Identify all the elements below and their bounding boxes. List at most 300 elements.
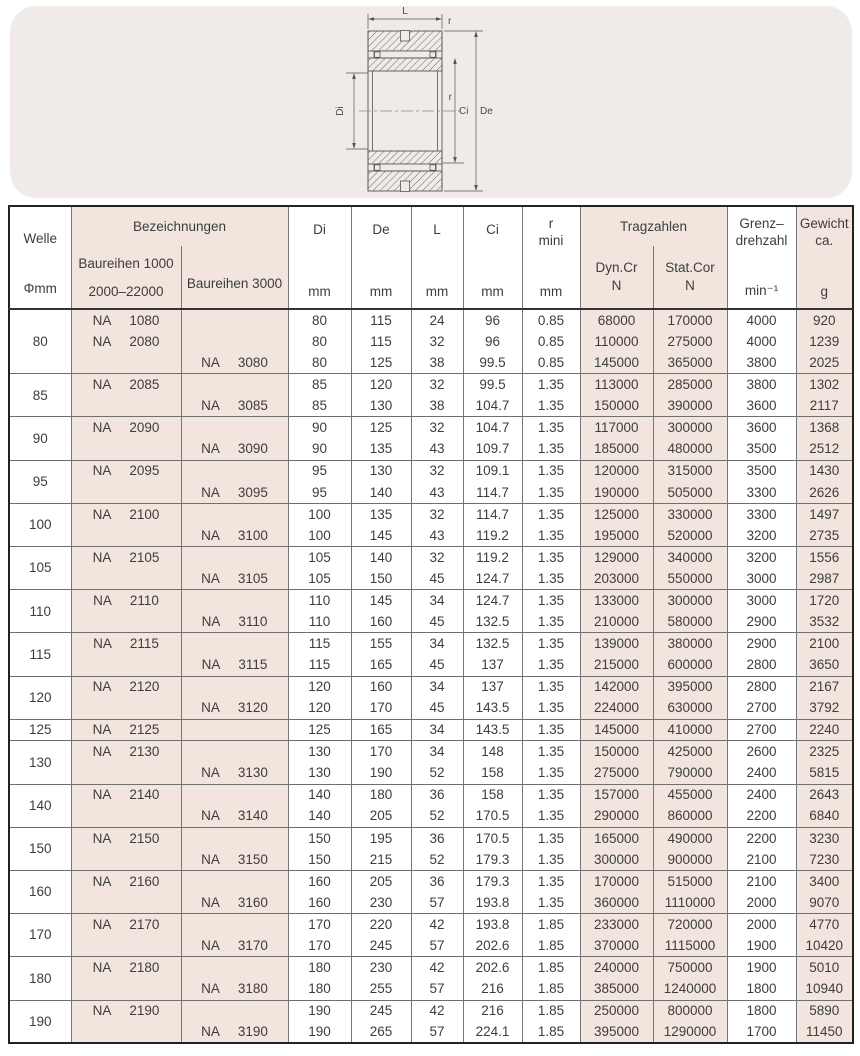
cell-dyn: 360000 — [580, 892, 653, 914]
cell-di: 150 — [288, 849, 351, 871]
cell-designation-3000 — [181, 827, 288, 849]
cell-weight: 1302 — [796, 374, 853, 396]
cell-dyn: 145000 — [580, 719, 653, 741]
cell-designation-3000 — [181, 309, 288, 331]
cell-designation-3000 — [181, 914, 288, 936]
cell-welle: 90 — [9, 417, 71, 460]
cell-de: 205 — [351, 870, 411, 892]
header-baureihen1000-line1: Baureihen 1000 — [78, 255, 174, 271]
cell-r: 1.85 — [522, 914, 580, 936]
table-row — [9, 525, 853, 547]
cell-weight: 4770 — [796, 914, 853, 936]
cell-speed: 3500 — [727, 439, 796, 461]
designation-number: 2190 — [129, 1003, 160, 1019]
cell-designation-3000 — [181, 1022, 288, 1044]
cell-r: 1.85 — [522, 957, 580, 979]
cell-speed: 4000 — [727, 331, 796, 353]
cell-designation-1000 — [71, 417, 181, 439]
cell-de: 160 — [351, 676, 411, 698]
cell-l: 34 — [411, 719, 463, 741]
cell-r: 1.35 — [522, 439, 580, 461]
cell-weight: 5010 — [796, 957, 853, 979]
cell-weight: 3792 — [796, 698, 853, 720]
cell-stat: 395000 — [653, 676, 727, 698]
cell-l: 38 — [411, 395, 463, 417]
cell-de: 135 — [351, 503, 411, 525]
header-welle-label: Welle — [23, 231, 57, 246]
cell-di: 105 — [288, 568, 351, 590]
table-row — [9, 698, 853, 720]
cell-ci: 114.7 — [463, 503, 522, 525]
cell-dyn: 224000 — [580, 698, 653, 720]
cell-designation-1000 — [71, 547, 181, 569]
cell-di: 95 — [288, 482, 351, 504]
cell-stat: 790000 — [653, 762, 727, 784]
designation-prefix: NA — [92, 312, 112, 328]
cell-designation-1000 — [71, 352, 181, 374]
table-row — [9, 957, 853, 979]
cell-stat: 900000 — [653, 849, 727, 871]
cell-designation-3000 — [181, 1000, 288, 1022]
cell-l: 32 — [411, 331, 463, 353]
cell-designation-1000 — [71, 870, 181, 892]
cell-designation-3000 — [181, 374, 288, 396]
designation-number: 2120 — [129, 679, 160, 695]
cell-speed: 2100 — [727, 870, 796, 892]
designation-prefix: NA — [92, 333, 112, 349]
designation-number: 3085 — [237, 398, 268, 414]
cell-ci: 179.3 — [463, 849, 522, 871]
cell-di: 150 — [288, 827, 351, 849]
cell-r: 1.35 — [522, 568, 580, 590]
drawing-panel — [10, 6, 852, 198]
header-r-label2: mini — [538, 232, 564, 248]
cell-welle: 120 — [9, 676, 71, 719]
table-row — [9, 827, 853, 849]
cell-l: 57 — [411, 978, 463, 1000]
cell-designation-3000 — [181, 611, 288, 633]
designation-number: 3180 — [237, 981, 268, 997]
designation-number: 2100 — [129, 506, 160, 522]
cell-welle: 180 — [9, 957, 71, 1000]
cell-designation-3000 — [181, 676, 288, 698]
header-dyn-unit: N — [611, 278, 622, 293]
cell-designation-3000 — [181, 784, 288, 806]
table-row — [9, 719, 853, 741]
cell-di: 140 — [288, 806, 351, 828]
cell-stat: 285000 — [653, 374, 727, 396]
designation-prefix: NA — [92, 787, 112, 803]
cell-r: 1.35 — [522, 762, 580, 784]
cell-de: 115 — [351, 309, 411, 331]
cell-speed: 1900 — [727, 935, 796, 957]
cell-l: 42 — [411, 914, 463, 936]
cell-ci: 109.1 — [463, 460, 522, 482]
cell-stat: 425000 — [653, 741, 727, 763]
table-row — [9, 892, 853, 914]
table-row — [9, 762, 853, 784]
cell-de: 130 — [351, 395, 411, 417]
cell-speed: 3500 — [727, 460, 796, 482]
cell-designation-1000 — [71, 719, 181, 741]
cell-weight: 920 — [796, 309, 853, 331]
cell-weight: 10940 — [796, 978, 853, 1000]
cell-ci: 132.5 — [463, 633, 522, 655]
header-stat-cor — [653, 246, 727, 309]
table-row — [9, 331, 853, 353]
dim-label-di: Di — [335, 106, 346, 116]
header-di — [288, 206, 351, 309]
cell-ci: 119.2 — [463, 547, 522, 569]
cell-ci: 137 — [463, 655, 522, 677]
table-row — [9, 1000, 853, 1022]
cell-ci: 99.5 — [463, 374, 522, 396]
designation-number: 2090 — [129, 420, 160, 436]
designation-prefix: NA — [93, 636, 112, 652]
designation-prefix: NA — [92, 506, 112, 522]
cell-de: 230 — [351, 892, 411, 914]
cell-designation-1000 — [71, 633, 181, 655]
table-row — [9, 503, 853, 525]
cell-de: 255 — [351, 978, 411, 1000]
cell-l: 45 — [411, 568, 463, 590]
cell-di: 90 — [288, 439, 351, 461]
cell-speed: 3300 — [727, 482, 796, 504]
cell-r: 1.35 — [522, 784, 580, 806]
designation-prefix: NA — [92, 549, 112, 565]
cell-dyn: 113000 — [580, 374, 653, 396]
arrowhead — [436, 17, 442, 21]
header-de-unit: mm — [369, 284, 393, 299]
cell-designation-3000 — [181, 417, 288, 439]
designation-prefix: NA — [201, 894, 220, 910]
cell-weight: 1368 — [796, 417, 853, 439]
designation-number: 2160 — [129, 873, 160, 889]
header-baureihen-3000 — [181, 246, 288, 309]
cell-r: 0.85 — [522, 309, 580, 331]
table-row — [9, 784, 853, 806]
header-grenz-unit: min⁻¹ — [744, 283, 779, 298]
cell-di: 170 — [288, 935, 351, 957]
cell-stat: 515000 — [653, 870, 727, 892]
cell-di: 85 — [288, 395, 351, 417]
cell-ci: 143.5 — [463, 698, 522, 720]
cell-di: 95 — [288, 460, 351, 482]
cell-stat: 300000 — [653, 417, 727, 439]
designation-prefix: NA — [201, 808, 220, 824]
cell-welle: 115 — [9, 633, 71, 676]
cell-de: 150 — [351, 568, 411, 590]
cell-designation-1000 — [71, 784, 181, 806]
cell-r: 1.35 — [522, 503, 580, 525]
designation-number: 3190 — [237, 1024, 268, 1040]
cell-stat: 800000 — [653, 1000, 727, 1022]
table-row — [9, 395, 853, 417]
cell-de: 160 — [351, 611, 411, 633]
cell-ci: 132.5 — [463, 611, 522, 633]
cell-ci: 124.7 — [463, 568, 522, 590]
cell-ci: 148 — [463, 741, 522, 763]
cell-speed: 1700 — [727, 1022, 796, 1044]
cell-designation-3000 — [181, 935, 288, 957]
arrowhead — [368, 17, 374, 21]
cell-stat: 490000 — [653, 827, 727, 849]
table-row — [9, 935, 853, 957]
cell-l: 32 — [411, 417, 463, 439]
header-baureihen-1000 — [71, 246, 181, 309]
cell-dyn: 142000 — [580, 676, 653, 698]
cell-speed: 3200 — [727, 525, 796, 547]
cell-designation-3000 — [181, 590, 288, 612]
cell-di: 190 — [288, 1000, 351, 1022]
designation-number: 2105 — [129, 549, 160, 565]
cell-de: 145 — [351, 590, 411, 612]
cell-de: 135 — [351, 439, 411, 461]
cell-weight: 2643 — [796, 784, 853, 806]
cell-de: 155 — [351, 633, 411, 655]
cell-speed: 3200 — [727, 547, 796, 569]
dim-label-r-top: r — [448, 16, 452, 27]
table-row — [9, 611, 853, 633]
cell-stat: 340000 — [653, 547, 727, 569]
cell-l: 52 — [411, 806, 463, 828]
designation-prefix: NA — [92, 377, 112, 393]
cell-weight: 5890 — [796, 1000, 853, 1022]
cell-dyn: 125000 — [580, 503, 653, 525]
cell-l: 24 — [411, 309, 463, 331]
designation-number: 3090 — [237, 441, 268, 457]
cell-designation-3000 — [181, 655, 288, 677]
cell-weight: 1430 — [796, 460, 853, 482]
cell-designation-1000 — [71, 698, 181, 720]
cell-dyn: 195000 — [580, 525, 653, 547]
cell-r: 1.35 — [522, 698, 580, 720]
header-gewicht — [796, 206, 853, 309]
table-row — [9, 741, 853, 763]
designation-prefix: NA — [201, 354, 220, 370]
cell-l: 52 — [411, 849, 463, 871]
cell-de: 145 — [351, 525, 411, 547]
cell-de: 140 — [351, 482, 411, 504]
cell-stat: 520000 — [653, 525, 727, 547]
cell-dyn: 170000 — [580, 870, 653, 892]
cell-dyn: 240000 — [580, 957, 653, 979]
cell-weight: 2735 — [796, 525, 853, 547]
cell-ci: 119.2 — [463, 525, 522, 547]
cell-weight: 2325 — [796, 741, 853, 763]
cell-designation-3000 — [181, 978, 288, 1000]
cage-end — [375, 165, 381, 171]
cell-stat: 315000 — [653, 460, 727, 482]
cell-ci: 170.5 — [463, 827, 522, 849]
cell-weight: 9070 — [796, 892, 853, 914]
designation-prefix: NA — [92, 830, 112, 846]
cell-speed: 3000 — [727, 590, 796, 612]
cell-weight: 2626 — [796, 482, 853, 504]
header-gewicht-unit: g — [820, 284, 829, 299]
arrowhead — [453, 58, 457, 64]
arrowhead — [474, 185, 478, 191]
cell-weight: 6840 — [796, 806, 853, 828]
cell-stat: 170000 — [653, 309, 727, 331]
cell-di: 90 — [288, 417, 351, 439]
cell-di: 80 — [288, 309, 351, 331]
cell-di: 100 — [288, 525, 351, 547]
cell-ci: 202.6 — [463, 935, 522, 957]
header-dyn-label: Dyn.Cr — [595, 260, 638, 276]
table-row — [9, 590, 853, 612]
cell-ci: 224.1 — [463, 1022, 522, 1044]
cell-weight: 1497 — [796, 503, 853, 525]
cell-l: 34 — [411, 590, 463, 612]
arrowhead — [474, 31, 478, 37]
cell-stat: 505000 — [653, 482, 727, 504]
arrowhead — [352, 73, 356, 79]
cell-dyn: 68000 — [580, 309, 653, 331]
cell-designation-1000 — [71, 957, 181, 979]
table-row — [9, 352, 853, 374]
cell-designation-1000 — [71, 590, 181, 612]
cell-ci: 99.5 — [463, 352, 522, 374]
cell-l: 36 — [411, 784, 463, 806]
cell-stat: 860000 — [653, 806, 727, 828]
cell-ci: 104.7 — [463, 395, 522, 417]
cell-dyn: 203000 — [580, 568, 653, 590]
designation-prefix: NA — [201, 938, 220, 954]
cell-r: 1.35 — [522, 611, 580, 633]
inner-ring-top — [368, 58, 442, 71]
table-row — [9, 568, 853, 590]
designation-prefix: NA — [201, 441, 220, 457]
cell-de: 170 — [351, 741, 411, 763]
cell-de: 220 — [351, 914, 411, 936]
roller-cage-top — [374, 51, 436, 58]
cell-l: 32 — [411, 460, 463, 482]
header-r-unit: mm — [539, 284, 563, 299]
cell-weight: 10420 — [796, 935, 853, 957]
cell-speed: 2000 — [727, 914, 796, 936]
cell-designation-1000 — [71, 331, 181, 353]
designation-prefix: NA — [201, 614, 221, 630]
table-row — [9, 439, 853, 461]
cell-designation-1000 — [71, 395, 181, 417]
cell-r: 1.35 — [522, 655, 580, 677]
cell-stat: 720000 — [653, 914, 727, 936]
cell-r: 1.35 — [522, 849, 580, 871]
header-dyn-cr — [580, 246, 653, 309]
cell-designation-3000 — [181, 806, 288, 828]
cell-stat: 330000 — [653, 503, 727, 525]
header-ci — [463, 206, 522, 309]
designation-number: 2180 — [129, 960, 160, 976]
cell-weight: 1556 — [796, 547, 853, 569]
cell-designation-1000 — [71, 892, 181, 914]
cell-stat: 600000 — [653, 655, 727, 677]
designation-prefix: NA — [201, 700, 220, 716]
cell-l: 32 — [411, 374, 463, 396]
table-row — [9, 482, 853, 504]
cell-weight: 2240 — [796, 719, 853, 741]
cell-r: 1.35 — [522, 460, 580, 482]
cell-r: 1.35 — [522, 374, 580, 396]
cell-speed: 2900 — [727, 611, 796, 633]
cell-de: 120 — [351, 374, 411, 396]
cell-dyn: 250000 — [580, 1000, 653, 1022]
cell-r: 0.85 — [522, 352, 580, 374]
cell-de: 215 — [351, 849, 411, 871]
cell-ci: 124.7 — [463, 590, 522, 612]
cell-designation-1000 — [71, 374, 181, 396]
header-tragzahlen: Tragzahlen — [580, 206, 727, 246]
cell-dyn: 110000 — [580, 331, 653, 353]
cell-di: 80 — [288, 352, 351, 374]
designation-number: 3170 — [237, 938, 268, 954]
designation-number: 3095 — [237, 484, 268, 500]
cell-ci: 170.5 — [463, 806, 522, 828]
cell-designation-1000 — [71, 978, 181, 1000]
cell-designation-3000 — [181, 633, 288, 655]
header-ci-label: Ci — [486, 222, 499, 237]
cell-r: 1.35 — [522, 892, 580, 914]
cell-stat: 300000 — [653, 590, 727, 612]
cell-di: 130 — [288, 762, 351, 784]
cell-r: 1.85 — [522, 978, 580, 1000]
cell-r: 0.85 — [522, 331, 580, 353]
designation-number: 3120 — [237, 700, 268, 716]
cell-dyn: 233000 — [580, 914, 653, 936]
cell-r: 1.35 — [522, 676, 580, 698]
cell-stat: 630000 — [653, 698, 727, 720]
designation-number: 3110 — [238, 614, 268, 630]
designation-prefix: NA — [92, 679, 112, 695]
cell-speed: 2700 — [727, 719, 796, 741]
table-row — [9, 460, 853, 482]
designation-prefix: NA — [92, 463, 112, 479]
cell-ci: 179.3 — [463, 870, 522, 892]
cell-weight: 3230 — [796, 827, 853, 849]
designation-prefix: NA — [201, 398, 220, 414]
designation-prefix: NA — [92, 420, 112, 436]
cell-weight: 3400 — [796, 870, 853, 892]
header-di-label: Di — [313, 222, 326, 237]
cell-designation-1000 — [71, 914, 181, 936]
cell-di: 110 — [288, 590, 351, 612]
header-baureihen1000-line2: 2000–22000 — [88, 283, 164, 299]
ring-notch-bottom — [401, 181, 410, 192]
cell-speed: 2700 — [727, 698, 796, 720]
header-stat-label: Stat.Cor — [665, 260, 715, 276]
cell-speed: 3800 — [727, 374, 796, 396]
header-di-unit: mm — [308, 284, 331, 299]
designation-number: 2170 — [129, 916, 160, 932]
cell-di: 120 — [288, 698, 351, 720]
cell-speed: 2800 — [727, 676, 796, 698]
cell-di: 85 — [288, 374, 351, 396]
designation-number: 2130 — [129, 744, 160, 760]
cell-designation-3000 — [181, 762, 288, 784]
header-bezeichnungen: Bezeichnungen — [71, 206, 288, 246]
table-row — [9, 374, 853, 396]
table-row — [9, 978, 853, 1000]
cell-speed: 3300 — [727, 503, 796, 525]
cell-designation-3000 — [181, 741, 288, 763]
bearing-drawing — [326, 6, 536, 198]
cell-di: 190 — [288, 1022, 351, 1044]
cell-r: 1.35 — [522, 806, 580, 828]
cell-speed: 1800 — [727, 978, 796, 1000]
cell-dyn: 117000 — [580, 417, 653, 439]
cell-de: 140 — [351, 547, 411, 569]
